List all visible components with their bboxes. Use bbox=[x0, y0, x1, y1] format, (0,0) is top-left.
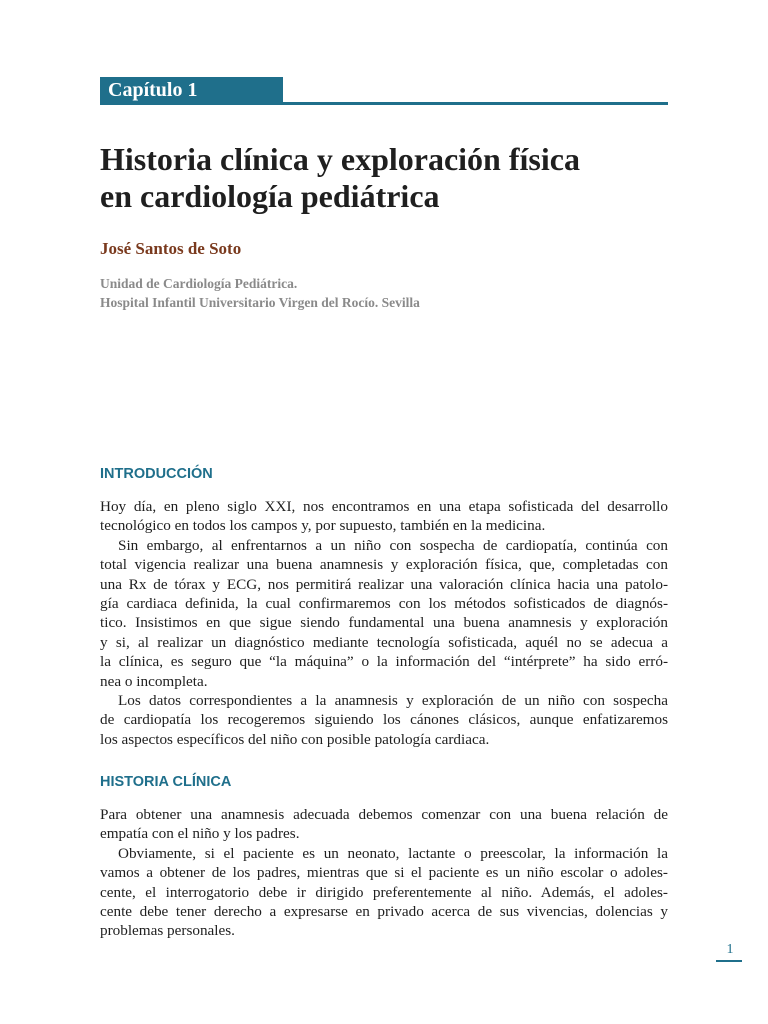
text-line: Hoy día, en pleno siglo XXI, nos encontramos en una etapa sofisticada del desarrollo bbox=[100, 498, 668, 515]
text-line: tecnológico en todos los campos y, por supuesto, también en la medicina. bbox=[100, 517, 546, 535]
text-line: Obviamente, si el paciente es un neonato, lactante o preescolar, la información la bbox=[118, 844, 668, 862]
text-line: y si, al realizar un diagnóstico mediante tecnología sofisticada, aquél no se adecua a bbox=[100, 633, 668, 651]
text-line: Los datos correspondientes a la anamnesis y exploración de un niño con sospecha bbox=[118, 691, 668, 709]
text-line: cente, el interrogatorio debe ir dirigido preferentemente al niño. Además, el adoles- bbox=[100, 883, 668, 901]
title-line: en cardiología pediátrica bbox=[100, 178, 440, 214]
text-line: total vigencia realizar una buena anamnesis y exploración física, que, completadas con bbox=[100, 556, 668, 574]
chapter-title bbox=[100, 141, 700, 215]
affiliation bbox=[100, 274, 420, 312]
chapter-label: Capítulo 1 bbox=[100, 77, 283, 103]
section-heading-introduccion: INTRODUCCIÓN bbox=[100, 466, 213, 482]
section-heading-historia-clinica: HISTORIA CLÍNICA bbox=[100, 774, 232, 790]
text-line: la clínica, es seguro que “la máquina” o la información del “intérprete” ha sido erró- bbox=[100, 653, 668, 671]
text-line: Para obtener una anamnesis adecuada debemos comenzar con una buena relación de bbox=[100, 806, 668, 823]
page-number: 1 bbox=[726, 942, 734, 957]
affiliation-line: Hospital Infantil Universitario Virgen del Rocío. Sevilla bbox=[100, 295, 420, 310]
text-line: problemas personales. bbox=[100, 922, 235, 940]
affiliation-line: Unidad de Cardiología Pediátrica. bbox=[100, 276, 298, 291]
text-line: los aspectos específicos del niño con posible patología cardiaca. bbox=[100, 730, 490, 748]
text-line: una Rx de tórax y ECG, nos permitirá realizar una valoración clínica hacia una patolo- bbox=[100, 575, 668, 593]
title-line: Historia clínica y exploración física bbox=[100, 141, 580, 177]
section-body-historia-clinica bbox=[100, 805, 668, 941]
text-line: de cardiopatía los recogeremos siguiendo los cánones clásicos, aunque enfatizaremos bbox=[100, 711, 668, 729]
text-line: tico. Insistimos en que sigue siendo fundamental una buena anamnesis y exploración bbox=[100, 614, 668, 632]
page-number-rule bbox=[716, 960, 742, 962]
text-line: vamos a obtener de los padres, mientras que si el paciente es un niño escolar o adoles- bbox=[100, 864, 668, 882]
author-name: José Santos de Soto bbox=[100, 239, 242, 258]
text-line: Sin embargo, al enfrentarnos a un niño con sospecha de cardiopatía, continúa con bbox=[118, 536, 668, 554]
text-line: nea o incompleta. bbox=[100, 672, 208, 690]
text-line: cente debe tener derecho a expresarse en privado acerca de sus vivencias, dolencias y bbox=[100, 902, 668, 920]
chapter-header bbox=[100, 77, 668, 106]
section-body-introduccion bbox=[100, 497, 668, 749]
text-line: empatía con el niño y los padres. bbox=[100, 825, 300, 843]
chapter-rule bbox=[100, 102, 668, 105]
text-line: gía cardiaca definida, la cual confirmaremos con los métodos sofisticados de diagnós- bbox=[100, 594, 668, 612]
